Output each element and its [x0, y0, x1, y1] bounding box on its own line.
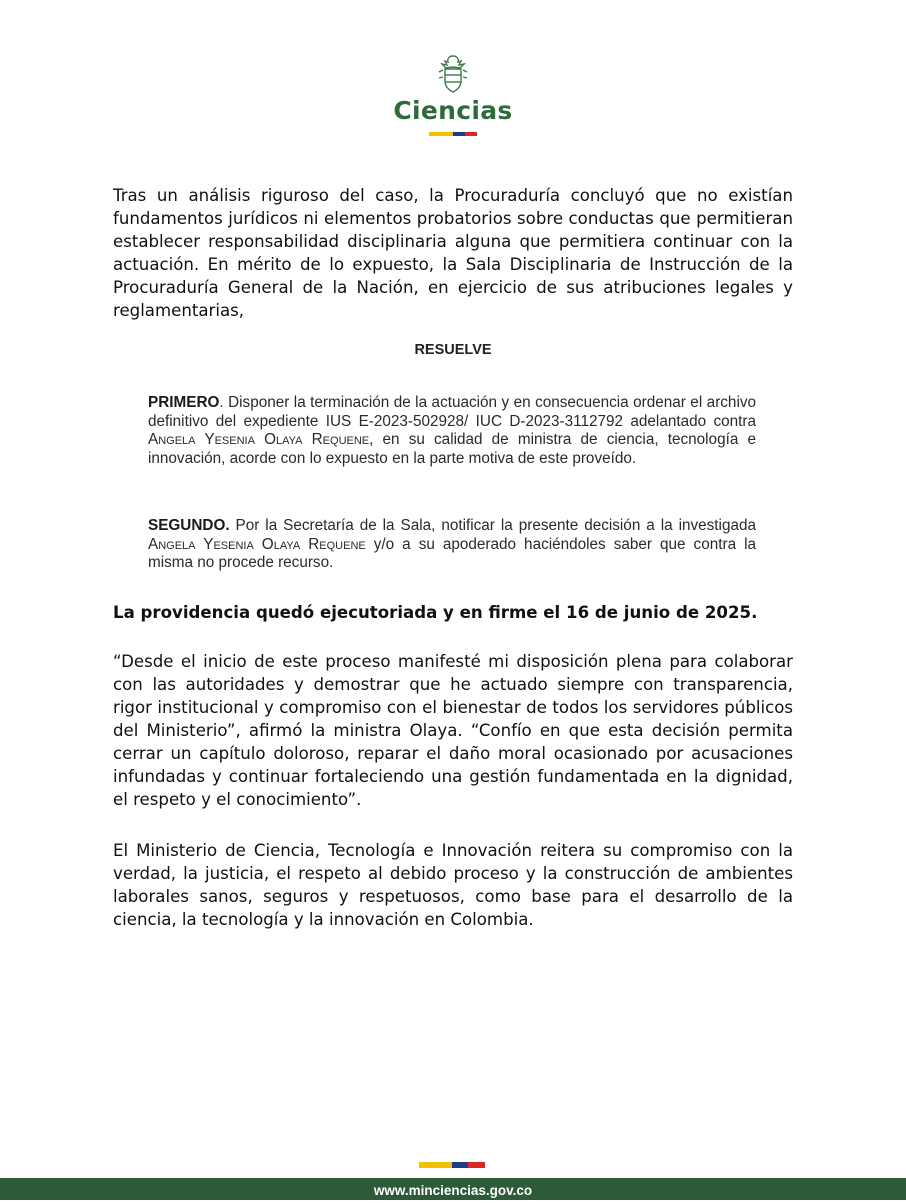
document-header — [0, 52, 906, 136]
footer-url-link[interactable]: www.minciencias.gov.co — [373, 1183, 533, 1198]
primero-name: Angela Yesenia Olaya Requene — [148, 431, 370, 449]
resolution-segundo — [148, 517, 756, 573]
segundo-text-1: Por la Secretaría de la Sala, notificar la presente decisión a la investigada — [229, 517, 756, 534]
primero-text-1: . Disponer la terminación de la actuación y en consecuencia ordenar el archivo definitivo del expediente IUS E-2023-502928/ IUC D-2023-3112792 adelantado contra — [148, 394, 756, 430]
segundo-name: Angela Yesenia Olaya Requene — [148, 535, 366, 553]
footer-flag-stripe — [419, 1162, 485, 1168]
footer-bar — [0, 1178, 906, 1200]
flag-stripe — [429, 132, 477, 136]
intro-paragraph: Tras un análisis riguroso del caso, la Procuraduría concluyó que no existían fundamentos jurídicos ni elementos probatorios sobre conductas que permitieran establecer responsabilidad disciplinaria alguna que permitiera continuar con la actuación. En mérito de lo expuesto, la Sala Disciplinaria de Instrucción de la Procuraduría General de la Nación, en ejercicio de sus atribuciones legales y reglamentarias, — [113, 186, 793, 320]
primero-label: PRIMERO — [148, 394, 220, 411]
segundo-text-2: y/o a su apoderado haciéndoles saber que contra la misma no procede recurso. — [148, 535, 756, 572]
resuelve-heading: RESUELVE — [414, 342, 492, 358]
primero-text-2: , en su calidad de ministra de ciencia, tecnología e innovación, acorde con lo expuesto en la parte motiva de este proveído. — [148, 431, 756, 467]
segundo-label: SEGUNDO. — [148, 517, 230, 534]
coat-of-arms-icon — [433, 52, 473, 94]
brand-name: Ciencias — [393, 96, 513, 125]
status-line: La providencia quedó ejecutoriada y en firme el 16 de junio de 2025. — [113, 603, 758, 622]
resolution-primero — [148, 394, 756, 468]
closing-paragraph: El Ministerio de Ciencia, Tecnología e Innovación reitera su compromiso con la verdad, la justicia, el respeto al debido proceso y la construcción de ambientes laborales sanos, seguros y respetuosos, como base para el desarrollo de la ciencia, la tecnología y la innovación en Colombia. — [113, 841, 793, 929]
quote-paragraph: “Desde el inicio de este proceso manifesté mi disposición plena para colaborar con las autoridades y demostrar que he actuado siempre con transparencia, rigor institucional y compromiso con el bienestar de todos los servidores públicos del Ministerio”, afirmó la ministra Olaya. “Confío en que esta decisión permita cerrar un capítulo doloroso, reparar el daño moral ocasionado por acusaciones infundadas y continuar fortaleciendo una gestión fundamentada en la dignidad, el respeto y el conocimiento”. — [113, 652, 793, 809]
